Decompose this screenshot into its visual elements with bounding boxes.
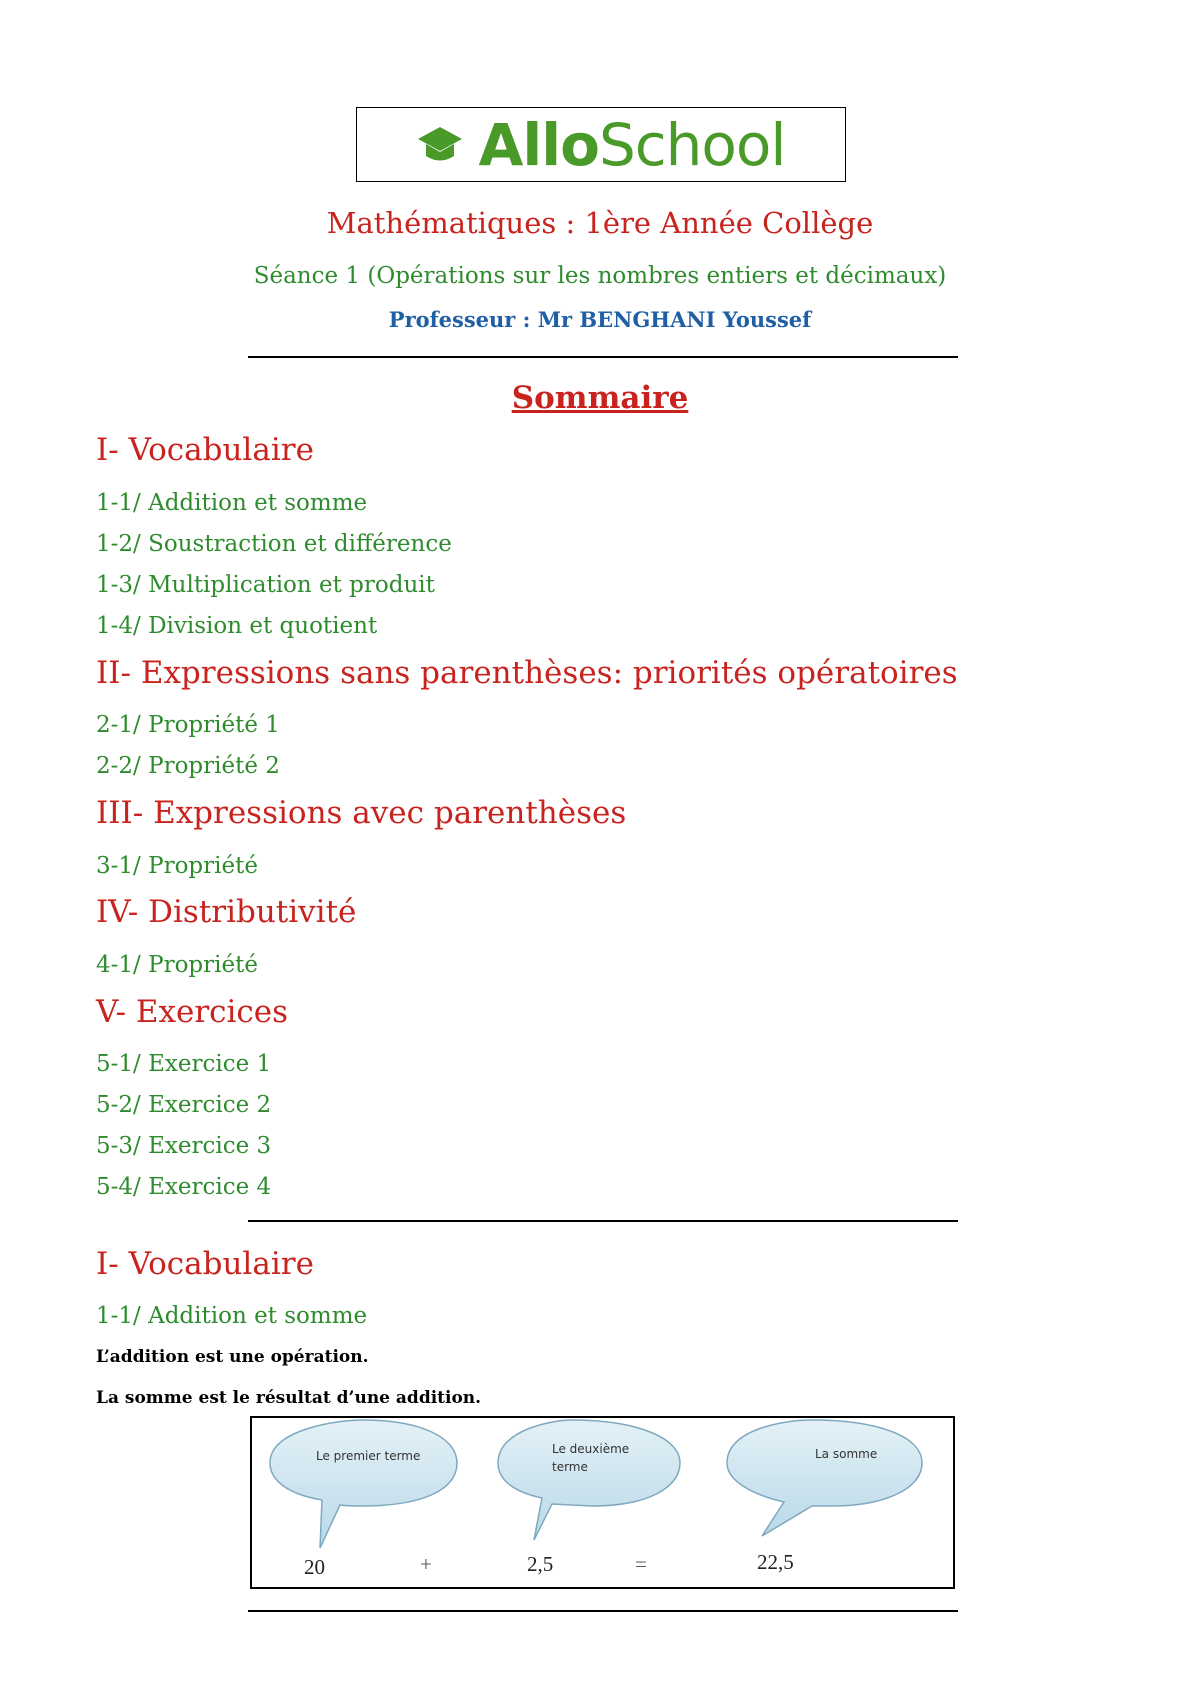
sommaire-item: 1-1/ Addition et somme [96,490,368,516]
sommaire-item: 1-4/ Division et quotient [96,613,378,639]
addition-diagram [250,1416,955,1589]
equation-equals: = [635,1552,647,1576]
sommaire-item: 1-2/ Soustraction et différence [96,531,452,557]
sommaire-item: 2-1/ Propriété 1 [96,712,280,738]
alloschool-logo [356,107,846,182]
equation-result: 22,5 [757,1550,794,1574]
divider [248,1220,958,1222]
professor-line: Professeur : Mr BENGHANI Youssef [388,307,812,332]
bubble-shape [727,1420,922,1536]
divider [248,356,958,358]
bubble-shape [498,1420,680,1540]
bubble-label: Le deuxième terme [552,1442,630,1474]
bubble-shape [270,1420,457,1548]
content-subsection-title: 1-1/ Addition et somme [96,1303,368,1329]
bubble-label: Le premier terme [316,1449,421,1463]
sommaire-item: 5-3/ Exercice 3 [96,1133,272,1159]
divider [248,1610,958,1612]
sommaire-item: 5-2/ Exercice 2 [96,1092,272,1118]
sommaire-section-title: III- Expressions avec parenthèses [96,795,627,831]
sommaire-item: 5-1/ Exercice 1 [96,1051,272,1077]
sommaire-item: 5-4/ Exercice 4 [96,1174,272,1200]
logo-text-bold: Allo [478,110,599,179]
body-text: L’addition est une opération. [96,1347,369,1367]
document-title: Mathématiques : 1ère Année Collège [326,206,874,240]
logo-wordmark [478,110,786,179]
sommaire-item: 1-3/ Multiplication et produit [96,572,435,598]
equation-plus: + [420,1552,432,1576]
sommaire-section-title: II- Expressions sans parenthèses: priorités opératoires [96,655,958,691]
sommaire-section-title: IV- Distributivité [96,894,357,930]
sommaire-item: 3-1/ Propriété [96,853,258,879]
bubble-label: La somme [815,1447,878,1461]
equation-term1: 20 [304,1555,325,1579]
sommaire-heading: Sommaire [511,380,689,416]
sommaire-item: 2-2/ Propriété 2 [96,753,280,779]
document-subtitle: Séance 1 (Opérations sur les nombres entiers et décimaux) [253,263,947,289]
graduation-cap-icon [416,123,464,167]
body-text: La somme est le résultat d’une addition. [96,1388,482,1408]
sommaire-section-title: V- Exercices [96,994,289,1030]
sommaire-item: 4-1/ Propriété [96,952,258,978]
logo-text-regular: School [598,110,786,179]
sommaire-section-title: I- Vocabulaire [96,432,314,468]
equation-term2: 2,5 [527,1552,554,1576]
content-section-title: I- Vocabulaire [96,1246,314,1282]
